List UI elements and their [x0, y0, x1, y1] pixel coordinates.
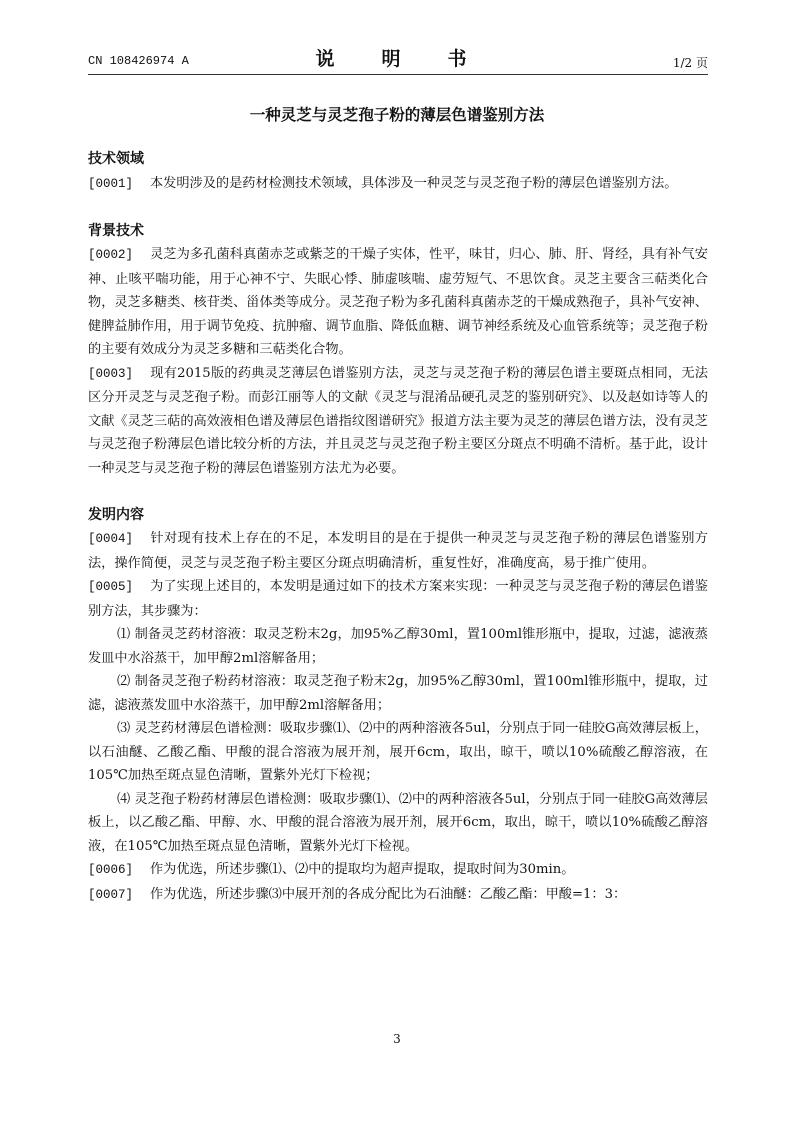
section-heading-tech-field: 技术领域	[88, 151, 144, 167]
header-title: 说 明 书	[315, 48, 481, 70]
paragraph-text: 针对现有技术上存在的不足，本发明目的是在于提供一种灵芝与灵芝孢子粉的薄层色谱鉴别方法，操作简便，灵芝与灵芝孢子粉主要区分斑点明确清析，重复性好，准确度高，易于推广使用。	[88, 531, 708, 571]
paragraph-text: 作为优选，所述步骤⑶中展开剂的各成分配比为石油醚：乙酸乙酯：甲酸=1：3：	[150, 886, 627, 902]
method-step-2: ⑵ 制备灵芝孢子粉药材溶液：取灵芝孢子粉末2g，加95%乙醇30ml，置100ml锥形瓶中，提取，过滤，滤液蒸发皿中水浴蒸干，加甲醇2ml溶解备用；	[88, 674, 708, 713]
paragraph-number: [0006]	[88, 863, 134, 877]
method-step-4: ⑷ 灵芝孢子粉药材薄层色谱检测：吸取步骤⑴、⑵中的两种溶液各5ul，分别点于同一硅胶G高效薄层板上，以乙酸乙酯、甲醇、水、甲酸的混合溶液为展开剂，展开6cm，取出，晾干，喷以10%硫酸乙醇溶液，在105℃加热至斑点显色清晰，置紫外光灯下检视。	[88, 791, 708, 854]
page-header	[88, 44, 708, 74]
paragraph-0005	[88, 575, 708, 623]
section-spacer	[88, 480, 708, 504]
paragraph-0003	[88, 362, 708, 481]
method-step-3: ⑶ 灵芝药材薄层色谱检测：吸取步骤⑴、⑵中的两种溶液各5ul，分别点于同一硅胶G高效薄层板上，以石油醚、乙酸乙酯、甲酸的混合溶液为展开剂，展开6cm，取出，晾干，喷以10%硫酸乙醇溶液，在105℃加热至斑点显色清晰，置紫外光灯下检视；	[88, 721, 708, 783]
paragraph-0002	[88, 243, 708, 362]
page-number: 3	[393, 1032, 401, 1046]
publication-number: CN 108426974 A	[88, 54, 189, 68]
header-divider	[88, 74, 708, 75]
document-title: 一种灵芝与灵芝孢子粉的薄层色谱鉴别方法	[249, 106, 545, 124]
section-spacer	[88, 196, 708, 220]
paragraph-number: [0005]	[88, 580, 134, 594]
paragraph-number: [0004]	[88, 532, 134, 546]
section-heading-invention: 发明内容	[88, 506, 144, 523]
paragraph-number: [0003]	[88, 366, 134, 381]
paragraph-number: [0007]	[88, 887, 134, 902]
page-info: 1/2 页	[672, 56, 708, 70]
paragraph-text: 为了实现上述目的，本发明是通过如下的技术方案来实现：一种灵芝与灵芝孢子粉的薄层色谱鉴别方法，其步骤为：	[88, 579, 708, 619]
paragraph-text: 作为优选，所述步骤⑴、⑵中的提取均为超声提取，提取时间为30min。	[150, 862, 575, 877]
paragraph-text: 本发明涉及的是药材检测技术领域，具体涉及一种灵芝与灵芝孢子粉的薄层色谱鉴别方法。	[150, 175, 678, 191]
paragraph-0004	[88, 527, 708, 575]
paragraph-text: 灵芝为多孔菌科真菌赤芝或紫芝的干燥子实体，性平，味甘，归心、肺、肝、肾经，具有补气安神、止咳平喘功能，用于心神不宁、失眠心悸、肺虚咳喘、虚劳短气、不思饮食。灵芝主要含三萜类化合物，灵芝多糖类、核苷类、甾体类等成分。灵芝孢子粉为多孔菌科真菌赤芝的干燥成熟孢子，具补气安神、健脾益肺作用，用于调节免疫、抗肿瘤、调节血脂、降低血糖、调节神经系统及心血管系统等；灵芝孢子粉的主要有效成分为灵芝多糖和三萜类化合物。	[88, 247, 708, 357]
document-body	[88, 148, 708, 907]
paragraph-number: [0001]	[88, 176, 134, 191]
paragraph-0006	[88, 858, 708, 883]
paragraph-0001	[88, 172, 708, 197]
section-heading-background: 背景技术	[88, 222, 144, 239]
paragraph-text: 现有2015版的药典灵芝薄层色谱鉴别方法，灵芝与灵芝孢子粉的薄层色谱主要斑点相同，无法区分开灵芝与灵芝孢子粉。而彭江丽等人的文献《灵芝与混淆品硬孔灵芝的鉴别研究》、以及赵如诗等人的文献《灵芝三萜的高效液相色谱及薄层色谱指纹图谱研究》报道方法主要为灵芝的薄层色谱方法，没有灵芝与灵芝孢子粉薄层色谱比较分析的方法，并且灵芝与灵芝孢子粉主要区分斑点不明确不清析。基于此，设计一种灵芝与灵芝孢子粉的薄层色谱鉴别方法尤为必要。	[88, 365, 708, 476]
paragraph-0007	[88, 883, 708, 908]
method-step-1: ⑴ 制备灵芝药材溶液：取灵芝粉末2g，加95%乙醇30ml，置100ml锥形瓶中，提取，过滤，滤液蒸发皿中水浴蒸干，加甲醇2ml溶解备用；	[88, 627, 708, 666]
paragraph-number: [0002]	[88, 248, 134, 262]
